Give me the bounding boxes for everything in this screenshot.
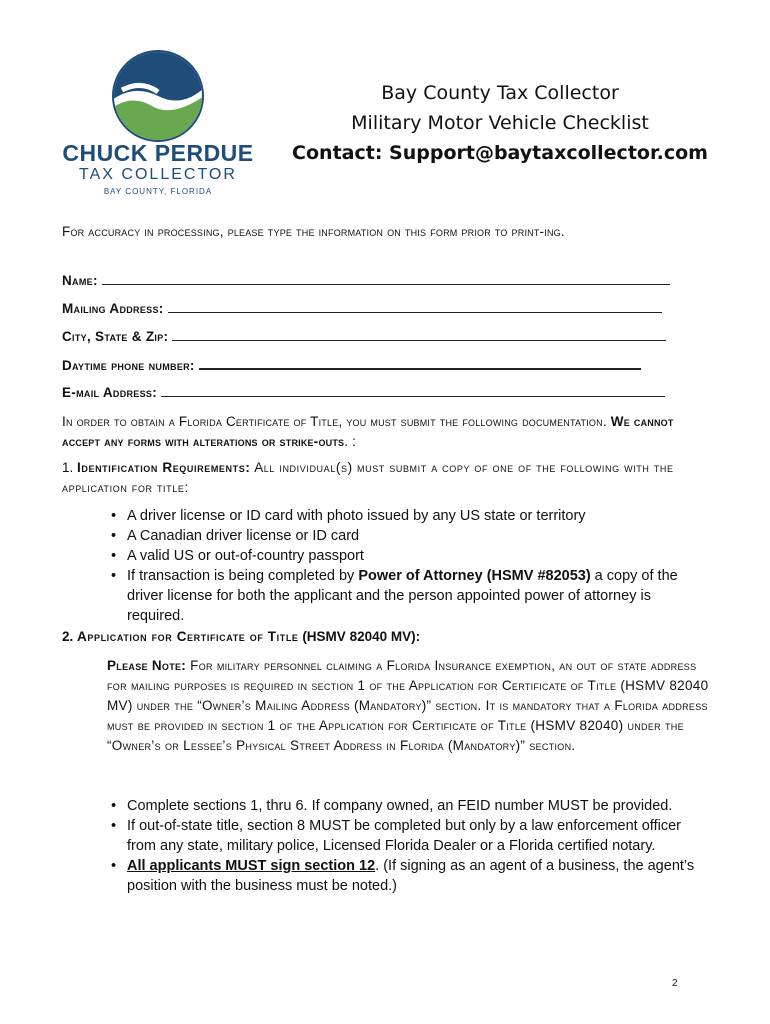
section-1-list bbox=[111, 506, 711, 626]
name-line[interactable] bbox=[102, 272, 670, 285]
email-label: E-mail Address: bbox=[62, 385, 157, 400]
logo-location: BAY COUNTY, FLORIDA bbox=[103, 187, 213, 196]
poa-form: Power of Attorney (HSMV #82053) bbox=[358, 568, 591, 584]
section-2-heading bbox=[62, 627, 712, 647]
mailing-address-field[interactable] bbox=[62, 300, 662, 316]
list-item: • A valid US or out-of-country passport bbox=[111, 546, 711, 566]
section-2-list bbox=[111, 796, 711, 896]
list-item: • If out-of-state title, section 8 MUST be completed but only by a law enforcement officer from any state, military police, Licensed Florida Dealer or a Florida certified notary. bbox=[111, 816, 711, 856]
name-label: Name: bbox=[62, 273, 98, 288]
mailing-address-label: Mailing Address: bbox=[62, 301, 164, 316]
poa-post: a copy of the driver license for both the applicant and the person appointed power of attorney is required. bbox=[127, 568, 678, 624]
documentation-statement bbox=[62, 412, 712, 452]
logo-subtitle: TAX COLLECTOR bbox=[79, 166, 237, 183]
phone-field[interactable] bbox=[62, 356, 641, 373]
phone-line[interactable] bbox=[199, 356, 641, 370]
section-1-heading bbox=[62, 458, 712, 498]
note-text: For military personnel claiming a Florida Insurance exemption, an out of state address for mailing purposes is required in section 1 of the Application for Certificate of Title (HSMV 82040 MV) under the “Owner’s Mailing Address (Mandatory)” section. It is mandatory that a Florida address must be provided in section 1 of the Application for Certificate of Title (HSMV 82040) under the “Owner’s or Lessee’s Physical Street Address in Florida (Mandatory)” section. bbox=[107, 658, 709, 753]
city-state-zip-line[interactable] bbox=[172, 328, 666, 341]
list-item: • A Canadian driver license or ID card bbox=[111, 526, 711, 546]
sign-post: . (If signing as an agent of a business, the agent’s position with the business must be noted.) bbox=[127, 858, 695, 894]
note-label: Please Note: bbox=[107, 658, 187, 673]
email-field[interactable] bbox=[62, 384, 665, 400]
city-state-zip-label: City, State & Zip: bbox=[62, 329, 169, 344]
poa-pre: If transaction is being completed by bbox=[127, 568, 359, 584]
section-1-title: Identification Requirements: bbox=[77, 460, 251, 475]
sign-requirement: All applicants MUST sign section 12 bbox=[127, 858, 376, 874]
logo bbox=[48, 44, 268, 204]
section-1-text: All individual(s) must submit a copy of one of the following with the application for title: bbox=[62, 460, 674, 495]
header-office: Bay County Tax Collector bbox=[381, 82, 619, 104]
phone-label: Daytime phone number: bbox=[62, 358, 195, 373]
intro-text: For accuracy in processing, please type the information on this form prior to print-ing. bbox=[62, 224, 565, 239]
email-line[interactable] bbox=[161, 384, 665, 397]
list-item-sign bbox=[111, 856, 711, 896]
list-item-poa bbox=[111, 566, 711, 626]
section-2-note bbox=[107, 656, 712, 756]
section-2-form: (HSMV 82040 MV): bbox=[302, 629, 421, 644]
header-contact: Contact: Support@baytaxcollector.com bbox=[292, 142, 708, 164]
statement-bold: We cannot accept any forms with alterations or strike-outs bbox=[62, 414, 674, 449]
section-2-title: Application for Certificate of Title bbox=[77, 629, 299, 644]
name-field[interactable] bbox=[62, 272, 670, 288]
header-title: Military Motor Vehicle Checklist bbox=[351, 112, 649, 134]
list-item: • Complete sections 1, thru 6. If company owned, an FEID number MUST be provided. bbox=[111, 796, 711, 816]
section-1-number: 1. bbox=[62, 460, 74, 475]
logo-brand: CHUCK PERDUE bbox=[62, 140, 254, 166]
mailing-address-line[interactable] bbox=[168, 300, 662, 313]
statement-text: In order to obtain a Florida Certificate of Title, you must submit the following documentation. bbox=[62, 414, 607, 429]
logo-emblem-icon bbox=[112, 50, 204, 142]
statement-end: . : bbox=[344, 434, 357, 449]
list-item: • A driver license or ID card with photo issued by any US state or territory bbox=[111, 506, 711, 526]
section-2-number: 2. bbox=[62, 629, 74, 644]
city-state-zip-field[interactable] bbox=[62, 328, 666, 344]
page-number: 2 bbox=[672, 978, 678, 989]
